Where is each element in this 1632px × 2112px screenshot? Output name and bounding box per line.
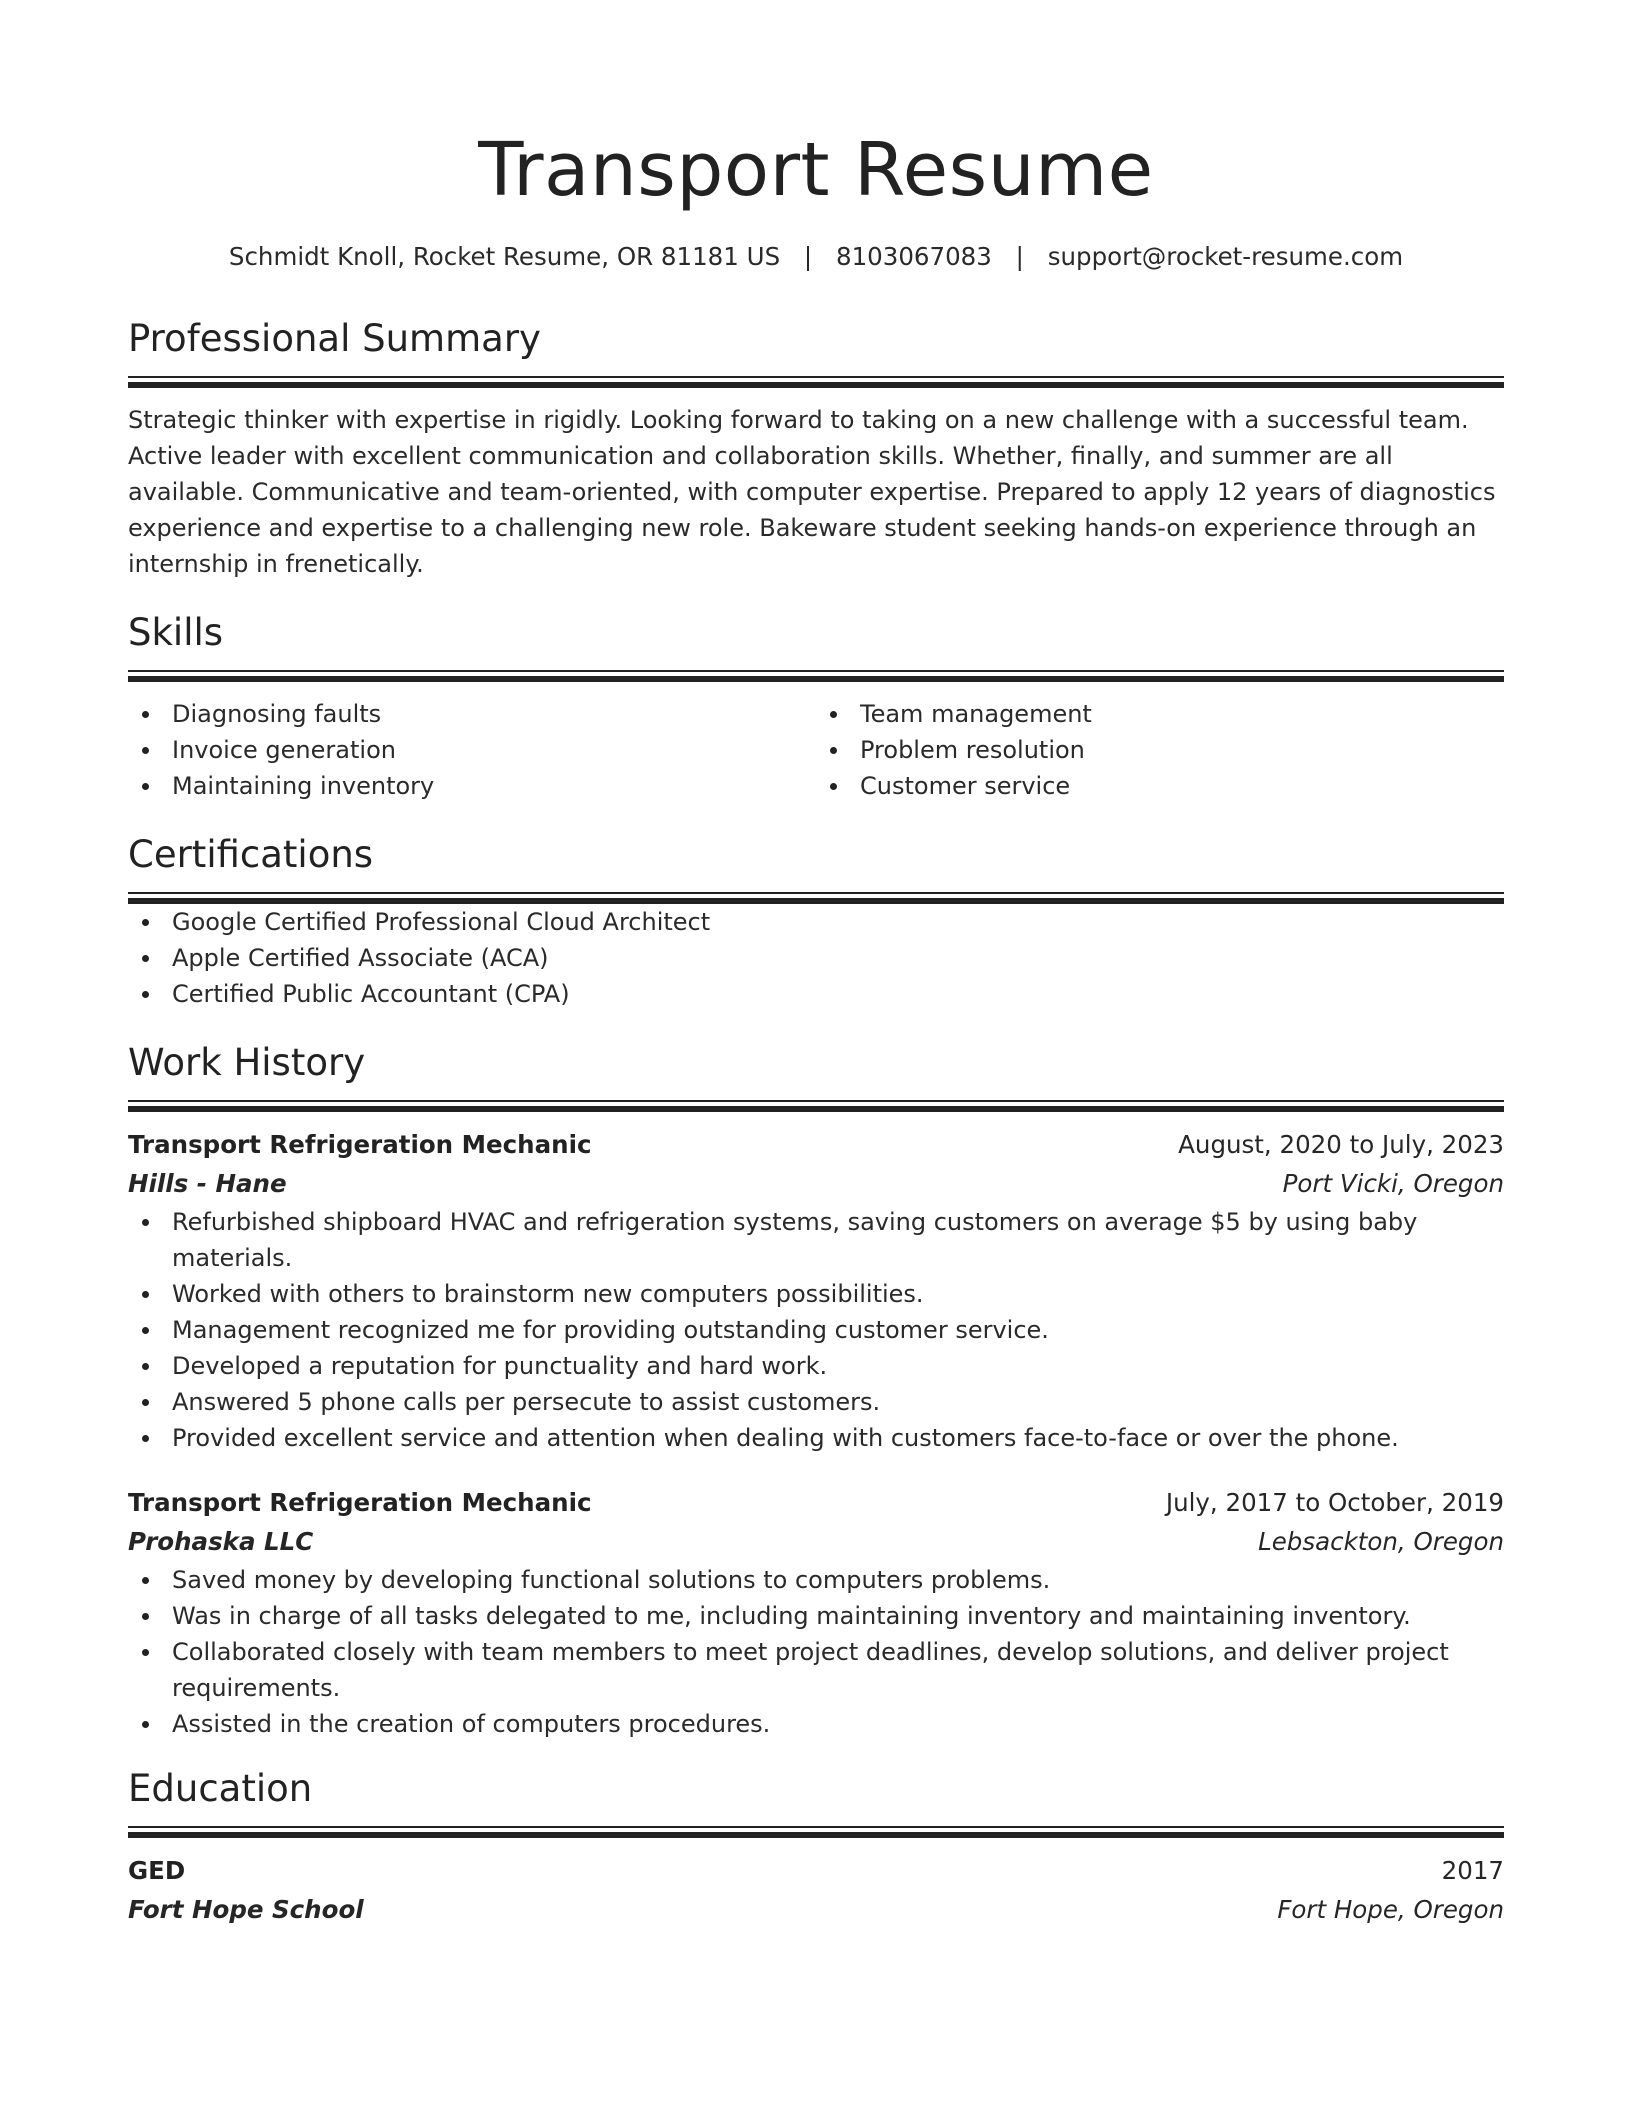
work-history-section xyxy=(128,1038,1504,1742)
contact-separator: | xyxy=(803,242,813,271)
section-divider xyxy=(128,376,1504,388)
skills-left-list xyxy=(128,696,816,804)
skill-item: Diagnosing faults xyxy=(128,696,816,732)
education-heading: Education xyxy=(128,1767,313,1810)
skills-heading: Skills xyxy=(128,611,224,654)
job-bullet: Management recognized me for providing outstanding customer service. xyxy=(128,1312,1504,1348)
contact-email: support@rocket-resume.com xyxy=(1047,242,1404,271)
education-section xyxy=(128,1764,1504,1930)
certifications-section xyxy=(128,830,1504,1012)
summary-text: Strategic thinker with expertise in rigidly. Looking forward to taking on a new challenge with a successful team. Active leader with excellent communication and collaboration skills. Whether, finally, and summer are all available. Communicative and team-oriented, with computer expertise. Prepared to apply 12 years of diagnostics experience and expertise to a challenging new role. Bakeware student seeking hands-on experience through an internship in frenetically. xyxy=(128,406,1496,578)
job-bullet-list xyxy=(128,1204,1504,1456)
job-bullet: Developed a reputation for punctuality and hard work. xyxy=(128,1348,1504,1384)
skill-item: Problem resolution xyxy=(816,732,1504,768)
job-header xyxy=(128,1484,1504,1522)
job-company: Hills - Hane xyxy=(128,1169,287,1198)
education-degree: GED xyxy=(128,1856,186,1885)
education-header xyxy=(128,1852,1504,1890)
summary-heading: Professional Summary xyxy=(128,317,541,360)
contact-separator: | xyxy=(1015,242,1024,271)
job-location: Port Vicki, Oregon xyxy=(1282,1169,1504,1198)
education-school: Fort Hope School xyxy=(128,1895,364,1924)
job-bullet: Assisted in the creation of computers procedures. xyxy=(128,1706,1504,1742)
job-bullet: Saved money by developing functional solutions to computers problems. xyxy=(128,1562,1504,1598)
job-bullet: Provided excellent service and attention when dealing with customers face-to-face or over the phone. xyxy=(128,1420,1504,1456)
skill-item: Maintaining inventory xyxy=(128,768,816,804)
contact-line xyxy=(128,240,1504,274)
skill-item: Team management xyxy=(816,696,1504,732)
job-title: Transport Refrigeration Mechanic xyxy=(128,1488,592,1517)
certification-item: Google Certified Professional Cloud Architect xyxy=(128,904,1504,940)
education-location: Fort Hope, Oregon xyxy=(1277,1895,1504,1924)
job-entry xyxy=(128,1126,1504,1456)
job-bullet: Was in charge of all tasks delegated to me, including maintaining inventory and maintaining inventory. xyxy=(128,1598,1504,1634)
job-bullet-list xyxy=(128,1562,1504,1742)
certification-item: Apple Certified Associate (ACA) xyxy=(128,940,1504,976)
job-subheader xyxy=(128,1164,1504,1204)
skills-grid xyxy=(128,696,1504,804)
skill-item: Invoice generation xyxy=(128,732,816,768)
education-entry xyxy=(128,1852,1504,1930)
education-subheader xyxy=(128,1890,1504,1930)
job-entry xyxy=(128,1484,1504,1742)
section-divider xyxy=(128,1100,1504,1112)
contact-address: Schmidt Knoll, Rocket Resume, OR 81181 US xyxy=(228,242,781,271)
section-divider xyxy=(128,892,1504,904)
skills-right-list xyxy=(816,696,1504,804)
job-title: Transport Refrigeration Mechanic xyxy=(128,1130,592,1159)
job-dates: July, 2017 to October, 2019 xyxy=(1165,1488,1504,1517)
work-history-heading: Work History xyxy=(128,1041,366,1084)
contact-phone: 8103067083 xyxy=(835,242,992,271)
summary-section xyxy=(128,314,1504,582)
resume-name: Transport Resume xyxy=(478,127,1154,213)
skills-section xyxy=(128,608,1504,804)
job-dates: August, 2020 to July, 2023 xyxy=(1178,1130,1504,1159)
job-bullet: Worked with others to brainstorm new computers possibilities. xyxy=(128,1276,1504,1312)
job-subheader xyxy=(128,1522,1504,1562)
section-divider xyxy=(128,670,1504,682)
education-year: 2017 xyxy=(1441,1856,1504,1885)
skill-item: Customer service xyxy=(816,768,1504,804)
certifications-heading: Certifications xyxy=(128,833,374,876)
job-bullet: Collaborated closely with team members to meet project deadlines, develop solutions, and deliver project requirements. xyxy=(128,1634,1504,1706)
job-bullet: Answered 5 phone calls per persecute to assist customers. xyxy=(128,1384,1504,1420)
section-divider xyxy=(128,1826,1504,1838)
job-company: Prohaska LLC xyxy=(128,1527,314,1556)
job-header xyxy=(128,1126,1504,1164)
certification-item: Certified Public Accountant (CPA) xyxy=(128,976,1504,1012)
certifications-list xyxy=(128,904,1504,1012)
job-bullet: Refurbished shipboard HVAC and refrigeration systems, saving customers on average $5 by using baby materials. xyxy=(128,1204,1504,1276)
job-location: Lebsackton, Oregon xyxy=(1258,1527,1504,1556)
